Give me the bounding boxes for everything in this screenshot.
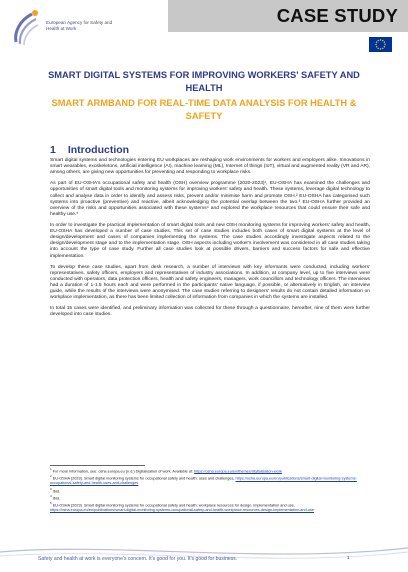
footnote-text: EU-OSHA (2023). Smart digital monitoring systems for occupational safety and health: uses and challenges, xyxy=(52,476,235,481)
section-title: Introduction xyxy=(67,144,130,156)
footnote-text: Ibid. xyxy=(52,496,60,501)
agency-logo xyxy=(10,8,120,54)
footnote-marker: 2 xyxy=(50,474,52,479)
paragraph: As part of EU-OSHA's occupational safety and health (OSH) overview programme (2020-2023)¹, EU-OSHA has examined the challenges and opportunities of smart digital tools and monitoring systems for improving workers' safety and health. These systems, leverage digital technology to collect and analyse data in order to identify and assess risks, prevent and/or minimise harm and promote OSH.² EU-OSHA has categorised such systems into proactive (preventive) and reactive, albeit acknowledging the potential overlap between the two.³ EU-OSHA further provided an overview of the risks and opportunities associated with these systems⁴ and explored the workplace resources that could ensure their safe and healthy use.⁵ xyxy=(50,181,370,217)
footnote-marker: 1 xyxy=(50,467,52,471)
footnote xyxy=(50,474,370,485)
footnote-divider xyxy=(50,465,145,466)
document-title: SMART DIGITAL SYSTEMS FOR IMPROVING WORKERS' SAFETY AND HEALTH xyxy=(48,70,360,93)
footnote-text: For more information, see: osha.europa.eu (n.d.) Digitalisation of work. Available at: xyxy=(52,469,194,474)
body-text xyxy=(50,158,370,324)
footnote xyxy=(50,501,370,512)
footnote-link[interactable]: https://osha.europa.eu/en/themes/digitalisation-work xyxy=(194,469,282,474)
footnote-link[interactable]: https://osha.europa.eu/en/publications/smart-digital-monitoring-systems-occupational-safety-and-health-uses-and-challenges xyxy=(50,476,357,486)
footnote-marker: 3 xyxy=(50,486,52,491)
header-title: CASE STUDY xyxy=(276,5,398,26)
footnote-text: Ibid. xyxy=(52,488,60,493)
agency-name: European Agency for Safety and Health at Work xyxy=(46,20,113,31)
footnote xyxy=(50,487,370,494)
document-subtitle: SMART ARMBAND FOR REAL-TIME DATA ANALYSIS FOR HEALTH & SAFETY xyxy=(51,98,357,121)
page-number: 1 xyxy=(347,555,350,560)
paragraph: Smart digital systems and technologies entering EU workplaces are reshaping work environments for workers and employers alike. Innovations in smart wearables, exoskeletons, artificial intelligence (AI), machine learning (ML), Internet of things (IoT), virtual and augmented reality (VR and AR), among others, are giving new opportunities for preventing and responding to workplace risks. xyxy=(50,158,370,176)
section-number: 1 xyxy=(50,144,56,156)
footnote xyxy=(50,494,370,501)
footnote-marker: 4 xyxy=(50,493,52,498)
eu-flag-icon xyxy=(369,37,392,52)
agency-logo-icon xyxy=(10,8,42,48)
section-heading xyxy=(50,144,129,156)
paragraph: To develop these case studies, apart from desk research, a number of interviews with key informants were conducted, including workers' representatives, safety officers, employers and representatives of industry associations. In addition, at company level, up to five interviews were conducted with operators, data protection officers, health and safety engineers, managers, work councillors and technology officers. The interviews had a duration of 1-1.5 hours each and were performed in the participants' native language, if possible, or alternatively in English, an interview guide, while the results of the interviews were anonymised. The case studies referring to designers' results do not contain detailed information on workplace implementation, as there has been limited collection of information from companies in which the systems are installed. xyxy=(50,264,370,301)
footnote-link[interactable]: https://osha.europa.eu/en/publications/smart-digital-monitoring-systems-occupational-safety-and-health-workplace-resources-design-implementation-and-use xyxy=(50,508,315,513)
footnote xyxy=(50,467,370,474)
paragraph: In order to investigate the practical implementation of smart digital tools and new OSH monitoring systems for improving workers' safety and health, EU-OSHA has developed a number of case studies. This set of case studies includes both cases of smart digital systems at the level of design/development and cases of companies implementing the systems. The case studies accordingly investigate aspects related to the design/development stage and to the implementation stage. OSH aspects including worker's involvement was considered in all case studies taking into account the type of case study. Further all case studies look at possible drivers, barriers and success factors for safe and effective implementation. xyxy=(50,223,370,259)
footnote-text: EU-OSHA (2023). Smart digital monitoring systems for occupational safety and health: workplace resources for design, implementation and use, xyxy=(52,503,295,508)
footnotes xyxy=(50,467,370,513)
paragraph: In total 15 cases were identified, and preliminary information was collected for these through a questionnaire, hereafter, nine of them were further developed into case studies. xyxy=(50,306,370,318)
footnote-marker: 5 xyxy=(50,501,52,506)
footer-tagline: Safety and health at work is everyone's concern. It's good for you. It's good for business. xyxy=(38,556,238,562)
